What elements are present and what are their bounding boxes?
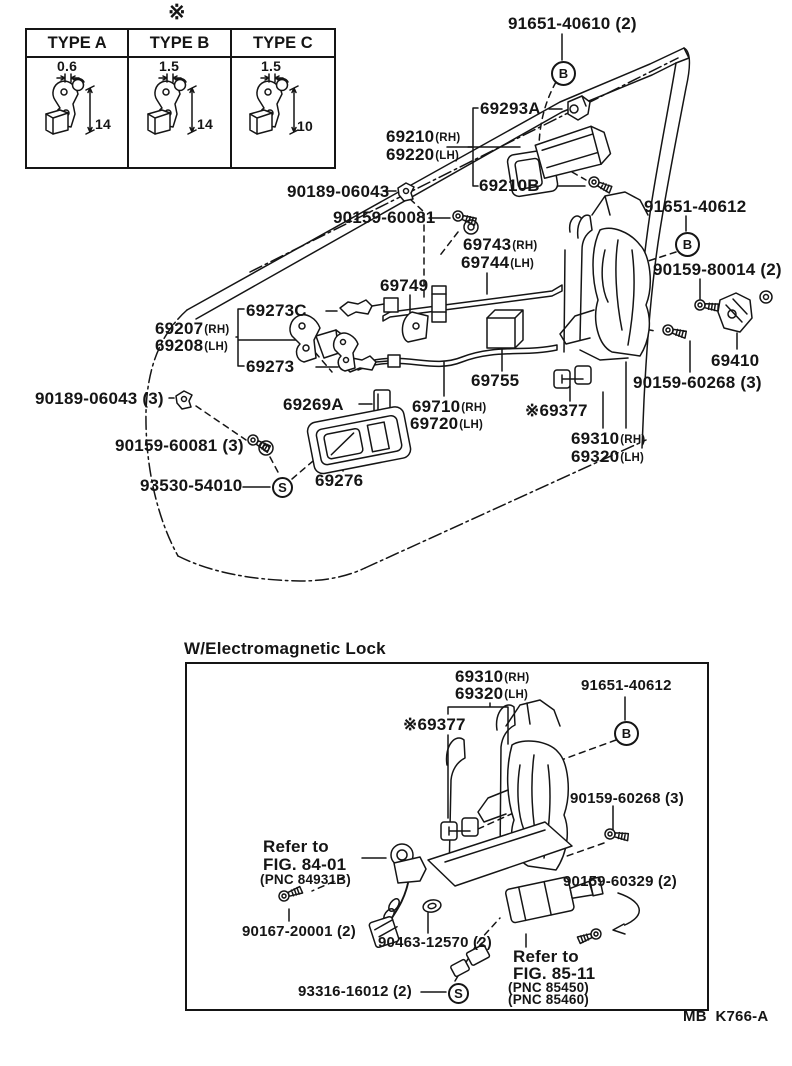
part-label-69749: 69749: [380, 276, 429, 295]
type-b-height-dimension: 14: [197, 116, 213, 132]
type-a-gap-dimension: 0.6: [57, 58, 78, 74]
em-part-label-93316-16012: 93316-16012 (2): [298, 983, 412, 1000]
part-label-69410: 69410: [711, 351, 760, 370]
part-label-69207: 69207 (RH): [155, 319, 230, 338]
type-c-gap-dimension: 1.5: [261, 58, 282, 74]
page-code: MB K766-A: [683, 1008, 769, 1025]
em-lock-section-title: W/Electromagnetic Lock: [184, 639, 386, 658]
type-b-header: TYPE B: [129, 30, 231, 58]
part-label-69744: 69744 (LH): [461, 253, 535, 272]
screw-marker-s: S: [272, 477, 293, 498]
part-label-69310: 69310 (RH): [571, 429, 646, 448]
bolt-marker-b: B: [551, 61, 576, 86]
part-label-69210b: 69210B: [479, 176, 540, 195]
em-refer-fig-84-pnc: (PNC 84931B): [260, 872, 351, 887]
hinge-type-table: [25, 28, 336, 169]
door-lock-assembly-main: [560, 192, 650, 360]
part-label-90189-06043-3: 90189-06043 (3): [35, 389, 164, 408]
em-refer-fig-84-line1: Refer to: [263, 837, 329, 856]
em-part-label-69320: 69320 (LH): [455, 684, 529, 703]
em-refer-fig-85-pnc1: (PNC 85450): [508, 980, 589, 995]
em-refer-fig-84-line2: FIG. 84-01: [263, 855, 347, 874]
type-b-cell: [129, 58, 231, 167]
em-bolt-marker-b: B: [614, 721, 639, 746]
part-label-69220: 69220 (LH): [386, 145, 460, 164]
part-label-90189-06043: 90189-06043: [287, 182, 390, 201]
part-label-90159-60081: 90159-60081: [333, 208, 436, 227]
leader-lines: [169, 34, 737, 992]
part-label-91651-40610: 91651-40610 (2): [508, 14, 637, 33]
em-part-label-91651-40612: 91651-40612: [581, 677, 672, 694]
bolt-marker-b-2: B: [675, 232, 700, 257]
part-label-69276: 69276: [315, 471, 364, 490]
em-refer-fig-85-pnc2: (PNC 85460): [508, 992, 589, 1007]
type-c-header: TYPE C: [232, 30, 334, 58]
em-refer-fig-85-line1: Refer to: [513, 947, 579, 966]
em-part-label-90159-60268: 90159-60268 (3): [570, 790, 684, 807]
em-part-label-90167-20001: 90167-20001 (2): [242, 923, 356, 940]
type-a-height-dimension: 14: [95, 116, 111, 132]
type-c-height-dimension: 10: [297, 118, 313, 134]
part-label-69273: 69273: [246, 357, 295, 376]
part-label-69208: 69208 (LH): [155, 336, 229, 355]
part-label-90159-60081-3: 90159-60081 (3): [115, 436, 244, 455]
part-label-69210: 69210 (RH): [386, 127, 461, 146]
type-a-cell: [27, 58, 129, 167]
part-label-69273c: 69273C: [246, 301, 307, 320]
part-label-69269a: 69269A: [283, 395, 344, 414]
em-part-label-90463-12570: 90463-12570 (2): [378, 934, 492, 951]
part-label-91651-40612: 91651-40612: [644, 197, 747, 216]
type-a-header: TYPE A: [27, 30, 129, 58]
part-label-90159-80014: 90159-80014 (2): [653, 260, 782, 279]
type-c-cell: [232, 58, 334, 167]
part-label-69710: 69710 (RH): [412, 397, 487, 416]
note-asterisk-symbol: ※: [168, 1, 186, 24]
inside-handle-bezel: [306, 405, 412, 475]
part-label-90159-60268: 90159-60268 (3): [633, 373, 762, 392]
part-label-69320: 69320 (LH): [571, 447, 645, 466]
em-part-label-69310: 69310 (RH): [455, 667, 530, 686]
part-label-69755: 69755: [471, 371, 520, 390]
part-label-69720: 69720 (LH): [410, 414, 484, 433]
part-label-69743: 69743 (RH): [463, 235, 538, 254]
part-label-69293a: 69293A: [480, 99, 541, 118]
striker-plate-69410: [718, 293, 752, 332]
em-refer-fig-85-line2: FIG. 85-11: [513, 964, 596, 983]
type-b-gap-dimension: 1.5: [159, 58, 180, 74]
em-part-label-69377: ※69377: [403, 715, 466, 734]
part-label-69377: ※69377: [525, 401, 588, 420]
em-part-label-90159-60329: 90159-60329 (2): [563, 873, 677, 890]
part-label-93530-54010: 93530-54010: [140, 476, 243, 495]
em-screw-marker-s: S: [448, 983, 469, 1004]
